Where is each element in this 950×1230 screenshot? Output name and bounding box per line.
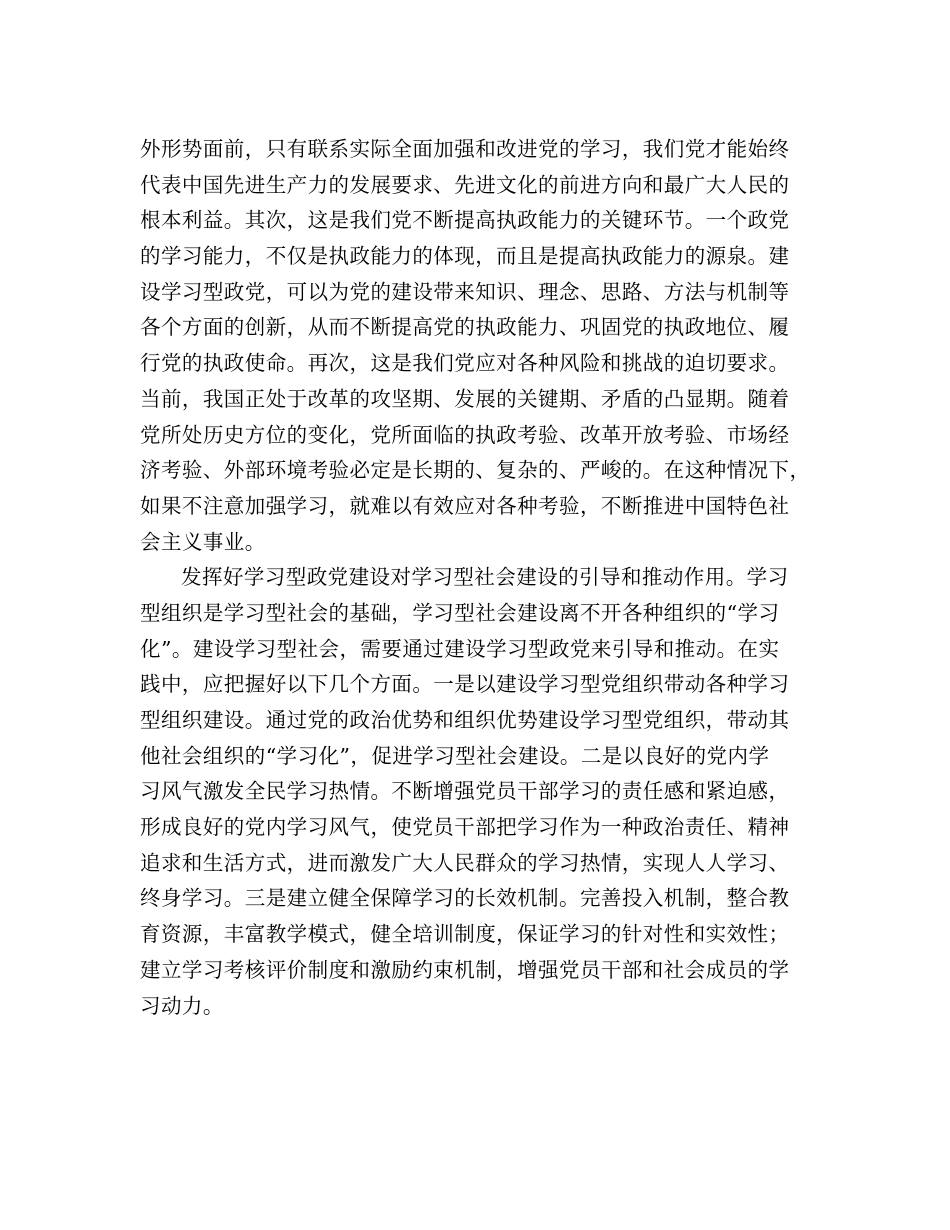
text-line: 代表中国先进生产力的发展要求、先进文化的前进方向和最广大人民的 [140,172,790,197]
text-line: 习动力。 [140,993,224,1018]
text-line: 型组织是学习型社会的基础，学习型社会建设离不开各种组织的“学习 [140,600,780,625]
text-line: 各个方面的创新，从而不断提高党的执政能力、巩固党的执政地位、履 [140,315,790,340]
paragraph-2 [140,560,830,1024]
text-line: 践中，应把握好以下几个方面。一是以建设学习型党组织带动各种学习 [140,672,790,697]
text-line: 设学习型政党，可以为党的建设带来知识、理念、思路、方法与机制等 [140,279,790,304]
text-line: 他社会组织的“学习化”，促进学习型社会建设。二是以良好的党内学 [140,743,770,768]
text-line: 育资源，丰富教学模式，健全培训制度，保证学习的针对性和实效性； [140,922,790,947]
text-line: 终身学习。三是建立健全保障学习的长效机制。完善投入机制，整合教 [140,886,790,911]
text-line: 习风气激发全民学习热情。不断增强党员干部学习的责任感和紧迫感， [140,779,790,804]
text-line: 会主义事业。 [140,529,266,554]
text-line: 外形势面前，只有联系实际全面加强和改进党的学习，我们党才能始终 [140,137,790,161]
text-line: 追求和生活方式，进而激发广大人民群众的学习热情，实现人人学习、 [140,850,790,875]
text-line-indented: 发挥好学习型政党建设对学习型社会建设的引导和推动作用。学习 [181,565,789,590]
text-line: 型组织建设。通过党的政治优势和组织优势建设学习型党组织，带动其 [140,708,790,732]
text-line: 党所处历史方位的变化，党所面临的执政考验、改革开放考验、市场经 [140,422,790,447]
text-line: 化”。建设学习型社会，需要通过建设学习型政党来引导和推动。在实 [140,636,780,661]
paragraph-1 [140,132,830,560]
text-line: 根本利益。其次，这是我们党不断提高执政能力的关键环节。一个政党 [140,208,790,233]
text-line: 形成良好的党内学习风气，使党员干部把学习作为一种政治责任、精神 [140,815,790,840]
text-line: 行党的执政使命。再次，这是我们党应对各种风险和挑战的迫切要求。 [140,351,790,376]
text-line: 当前，我国正处于改革的攻坚期、发展的关键期、矛盾的凸显期。随着 [140,386,790,411]
text-line: 建立学习考核评价制度和激励约束机制，增强党员干部和社会成员的学 [140,957,790,982]
text-line: 的学习能力，不仅是执政能力的体现，而且是提高执政能力的源泉。建 [140,244,790,269]
document-body [140,132,830,1024]
text-line: 如果不注意加强学习，就难以有效应对各种考验，不断推进中国特色社 [140,493,790,518]
text-line: 济考验、外部环境考验必定是长期的、复杂的、严峻的。在这种情况下， [140,458,811,483]
